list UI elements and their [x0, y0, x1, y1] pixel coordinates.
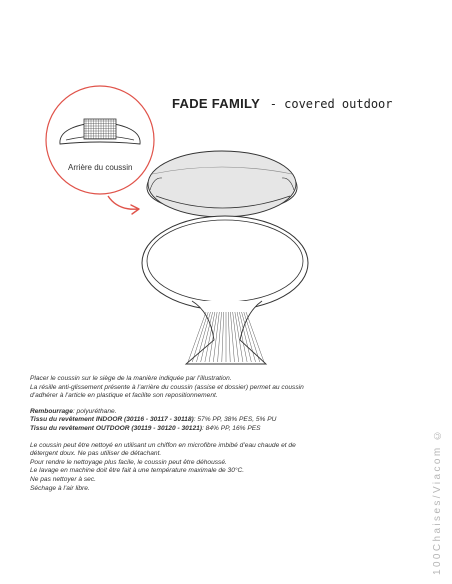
care-line: Le coussin peut être nettoyé en utilisant un chiffon en microfibre imbibé d’eau chaude et de: [30, 441, 296, 449]
care-line: Ne pas nettoyer à sec.: [30, 475, 96, 483]
padding-line: [30, 408, 410, 417]
care-line: Le lavage en machine doit être fait à une température maximale de 30°C.: [30, 467, 245, 475]
placement-line: d’adhérer à l’article en plastique et facilite son repositionnement.: [30, 392, 218, 400]
curved-arrow-red-icon: [108, 196, 139, 214]
grip-mesh-icon: [84, 119, 116, 139]
care-line: détergent doux. Ne pas utiliser de détachant.: [30, 450, 162, 458]
fabric-outdoor-value: : 84% PP, 16% PES: [202, 424, 261, 432]
cushion-drawing: [147, 151, 297, 217]
fabric-indoor-line: [30, 416, 410, 425]
chair-bowl: [142, 216, 308, 310]
detail-caption: Arrière du coussin: [68, 163, 133, 172]
fabric-outdoor-line: [30, 425, 410, 434]
padding-value: : polyuréthane.: [72, 407, 117, 415]
fabric-indoor-label: Tissu du revêtement INDOOR (30116 - 30117 - 30118): [30, 416, 194, 424]
instructions-text: [30, 375, 410, 493]
fabric-outdoor-label: Tissu du revêtement OUTDOOR (30119 - 30120 - 30121): [30, 424, 202, 432]
care-line: Pour rendre le nettoyage plus facile, le coussin peut être déhoussé.: [30, 458, 227, 466]
fabric-indoor-value: : 57% PP, 38% PES, 5% PU: [193, 416, 277, 424]
placement-line: La résille anti-glissement présente à l’arrière du coussin (assise et dossier) permet au coussin: [30, 383, 304, 391]
watermark: 100Chaises/Viacom ©: [432, 426, 443, 575]
care-line: Séchage à l’air libre.: [30, 484, 90, 492]
chair-base: [186, 301, 266, 364]
placement-line: Placer le coussin sur le siège de la manière indiquée par l’illustration.: [30, 375, 232, 382]
title-product: FADE FAMILY: [172, 96, 261, 111]
padding-label: Rembourrage: [30, 407, 73, 415]
title-variant: - covered outdoor: [269, 97, 393, 111]
